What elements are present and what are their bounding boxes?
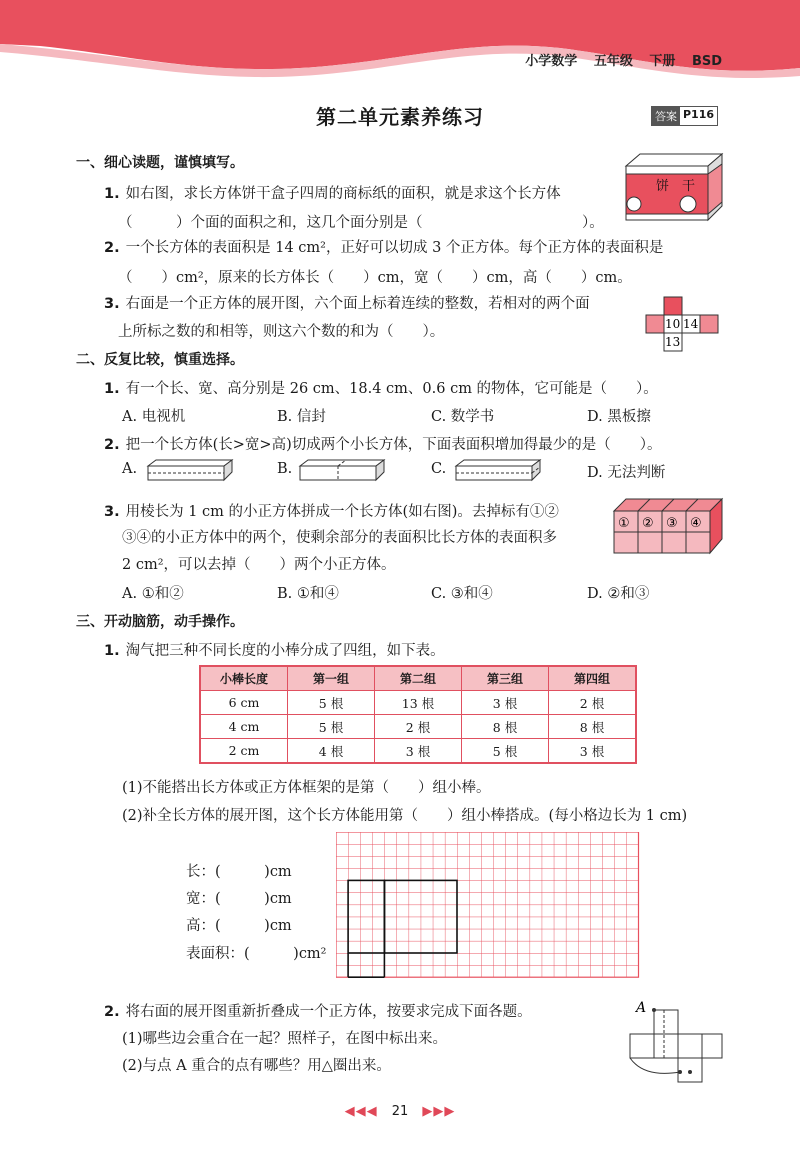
book-info (513, 50, 722, 69)
answer-label: 答案 (652, 107, 680, 125)
s2-q1-option-b: B. 信封 (277, 409, 326, 425)
next-arrows-icon: ▶▶▶ (422, 1104, 456, 1119)
s2-q3-line2: ③④的小正方体中的两个，使剩余部分的表面积比长方体的表面积多 (122, 530, 557, 546)
s2-q3-line3: 2 cm²，可以去掉（ ）两个小正方体。 (122, 557, 396, 573)
answer-page: P116 (683, 108, 715, 121)
cube-label-4: ④ (690, 516, 702, 531)
s2-q1-text: 有一个长、宽、高分别是 26 cm、18.4 cm、0.6 cm 的物体，它可能是（ ）。 (125, 381, 658, 397)
table-cell: 6 cm (200, 691, 288, 715)
cube-label-2: ② (642, 516, 654, 531)
s1-q2-number: 2. (104, 240, 120, 256)
s1-q1-line1 (104, 182, 561, 203)
s2-q3-number: 3. (104, 504, 120, 520)
table-cell: 5 根 (288, 691, 375, 715)
table-header: 第三组 (462, 666, 549, 691)
fold-net-figure (624, 998, 724, 1084)
dim-length: 长：( )cm (186, 864, 292, 880)
s1-q2-text-1: 一个长方体的表面积是 14 cm²，正好可以切成 3 个正方体。每个正方体的表面积是 (125, 240, 664, 256)
cube-net-figure (640, 295, 722, 353)
edition-label: BSD (691, 54, 722, 69)
grid-paper (336, 832, 640, 987)
dim-surface: 表面积：( )cm² (186, 946, 327, 962)
term-label: 下册 (649, 54, 676, 69)
s3-q1-line (104, 639, 445, 660)
s2-q3-option-b: B. ①和④ (277, 586, 339, 602)
s1-q3-line2: 上所标之数的和相等，则这六个数的和为（ ）。 (118, 324, 445, 340)
dim-width: 宽：( )cm (186, 891, 292, 907)
s3-q1-sub2: (2)补全长方体的展开图，这个长方体能用第（ ）组小棒搭成。(每小格边长为 1 cm) (122, 808, 688, 824)
s3-q1-sub1: (1)不能搭出长方体或正方体框架的是第（ ）组小棒。 (122, 780, 491, 796)
s2-q2-number: 2. (104, 437, 120, 453)
table-cell: 8 根 (462, 715, 549, 739)
s2-q2-option-b: B. (277, 461, 293, 477)
table-cell: 4 根 (288, 739, 375, 764)
s3-q2-sub1: (1)哪些边会重合在一起？照样子，在图中标出来。 (122, 1031, 448, 1047)
table-cell: 5 根 (462, 739, 549, 764)
s2-q1-line (104, 377, 658, 398)
table-cell: 3 根 (549, 739, 637, 764)
table-row (200, 691, 636, 715)
table-header: 第二组 (375, 666, 462, 691)
cut-box-a (146, 458, 234, 482)
s2-q3-option-a: A. ①和② (122, 586, 184, 602)
table-cell: 8 根 (549, 715, 637, 739)
s1-q3-text-1: 右面是一个正方体的展开图，六个面上标着连续的整数，若相对的两个面 (125, 296, 590, 312)
s2-q3-option-c: C. ③和④ (431, 586, 493, 602)
table-cell: 4 cm (200, 715, 288, 739)
answer-tag (651, 106, 718, 126)
dim-height: 高：( )cm (186, 918, 292, 934)
cut-box-c (454, 458, 542, 482)
sticks-table (199, 665, 637, 764)
page-number: 21 (391, 1104, 409, 1119)
s3-q2-text: 将右面的展开图重新折叠成一个正方体，按要求完成下面各题。 (125, 1004, 532, 1020)
s2-q3-text-1: 用棱长为 1 cm 的小正方体拼成一个长方体(如右图)。去掉标有①② (125, 504, 559, 520)
s2-q2-text: 把一个长方体(长>宽>高)切成两个小长方体，下面表面积增加得最少的是（ ）。 (125, 437, 662, 453)
s1-q1-text-1: 如右图，求长方体饼干盒子四周的商标纸的面积，就是求这个长方体 (125, 186, 561, 202)
table-cell: 13 根 (375, 691, 462, 715)
table-cell: 2 根 (375, 715, 462, 739)
s3-q1-number: 1. (104, 643, 120, 659)
s2-q2-option-d: D. 无法判断 (587, 465, 666, 481)
s2-q2-line (104, 433, 661, 454)
table-cell: 5 根 (288, 715, 375, 739)
cube-label-1: ① (618, 516, 630, 531)
s2-q1-option-a: A. 电视机 (122, 409, 186, 425)
s2-q1-option-c: C. 数学书 (431, 409, 495, 425)
section-1-heading: 一、细心读题，谨慎填写。 (76, 155, 244, 171)
section-2-heading: 二、反复比较，慎重选择。 (76, 352, 244, 368)
page-title: 第二单元素养练习 (316, 105, 484, 129)
s1-q2-line2: （ ）cm²，原来的长方体长（ ）cm，宽（ ）cm，高（ ）cm。 (118, 270, 632, 286)
net-label-13: 13 (665, 335, 681, 349)
grade-label: 五年级 (593, 54, 633, 69)
s3-q2-line (104, 1000, 532, 1021)
cube-row-figure (612, 497, 724, 557)
table-header: 第一组 (288, 666, 375, 691)
cube-label-3: ③ (666, 516, 678, 531)
s3-q2-number: 2. (104, 1004, 120, 1020)
biscuit-box-figure (618, 152, 724, 224)
s2-q3-line1 (104, 500, 559, 521)
s2-q1-number: 1. (104, 381, 120, 397)
s1-q2-line1 (104, 236, 663, 257)
s2-q2-option-a: A. (122, 461, 138, 477)
s2-q2-option-c: C. (431, 461, 447, 477)
s2-q3-option-d: D. ②和③ (587, 586, 650, 602)
table-cell: 2 cm (200, 739, 288, 764)
table-header: 第四组 (549, 666, 637, 691)
s2-q1-option-d: D. 黑板擦 (587, 409, 651, 425)
net-label-10: 10 (665, 317, 681, 331)
s1-q1-number: 1. (104, 186, 120, 202)
cut-box-b (298, 458, 386, 482)
s3-q2-sub2: (2)与点 A 重合的点有哪些？用△圈出来。 (122, 1058, 391, 1074)
page-footer (0, 1104, 800, 1119)
table-row (200, 739, 636, 764)
s1-q1-line2: （ ）个面的面积之和，这几个面分别是（ ）。 (118, 215, 604, 231)
net-label-14: 14 (683, 317, 699, 331)
table-row (200, 715, 636, 739)
table-cell: 2 根 (549, 691, 637, 715)
table-header: 小棒长度 (200, 666, 288, 691)
table-header-row (200, 666, 636, 691)
biscuit-label: 饼 干 (656, 179, 696, 194)
prev-arrows-icon: ◀◀◀ (344, 1104, 378, 1119)
table-cell: 3 根 (462, 691, 549, 715)
table-cell: 3 根 (375, 739, 462, 764)
section-3-heading: 三、开动脑筋，动手操作。 (76, 614, 244, 630)
subject-label: 小学数学 (525, 54, 578, 69)
point-a-label: A (636, 1000, 647, 1016)
s1-q3-line1 (104, 292, 590, 313)
s1-q3-number: 3. (104, 296, 120, 312)
s3-q1-text: 淘气把三种不同长度的小棒分成了四组，如下表。 (125, 643, 445, 659)
